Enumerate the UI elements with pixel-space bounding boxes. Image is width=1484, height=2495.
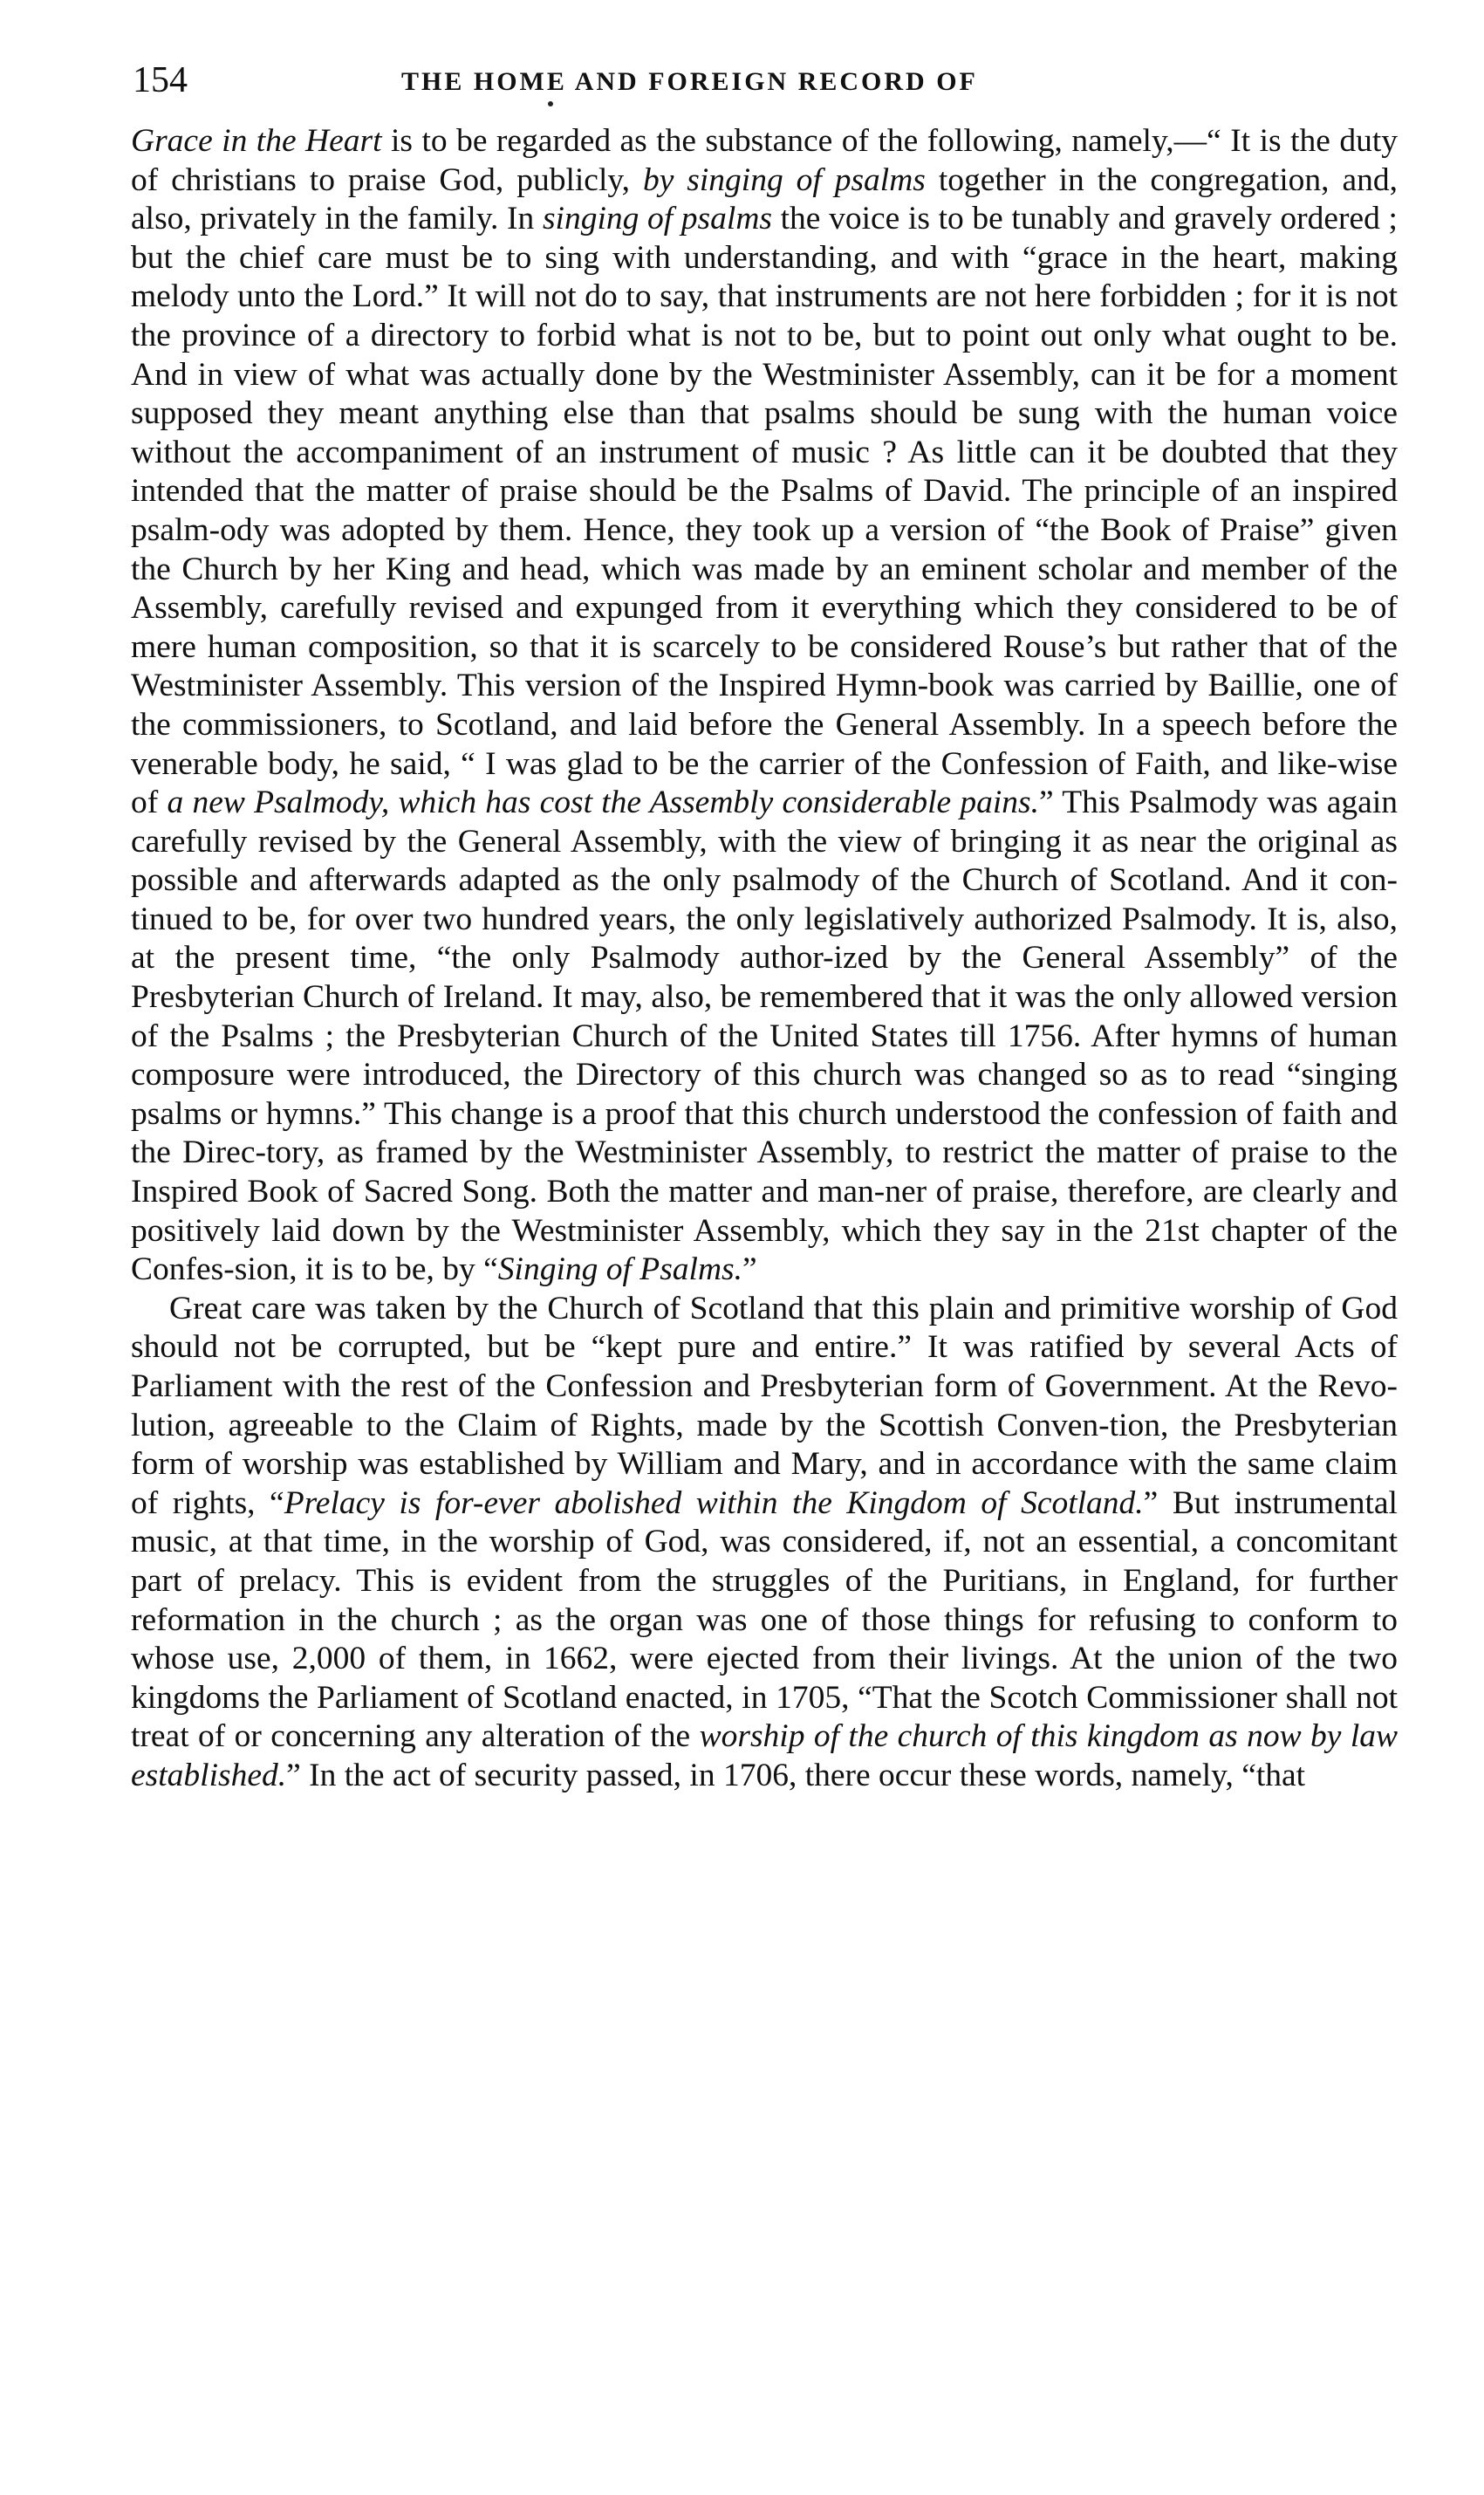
text-span: the voice is to be tunably and gravely ordered ; but the chief care must be to sing with understanding, and with “grace in the heart, making melody unto the Lord.” It will not do to say, that instruments are not here forbidden ; for it is not the province of a directory to forbid what is not to be, but to point out only what ought to be. And in view of what was actually done by the Westminister Assembly, can it be for a moment supposed they meant anything else than that psalms should be sung with the human voice without the accompaniment of an instrument of music ? As little can it be doubted that they intended that the matter of praise should be the Psalms of David. The principle of an inspired psalm-ody was adopted by them. Hence, they took up a version of “the Book of Praise” given the Church by her King and head, which was made by an eminent scholar and member of the Assembly, carefully revised and expunged from it everything which they considered to be of mere human composition, so that it is scarcely to be considered Rouse’s but rather that of the Westminister Assembly. This version of the Inspired Hymn-book was carried by Baillie, one of the commissioners, to Scotland, and laid before the General Assembly. In a speech before the venerable body, he said, “ I was glad to be the carrier of the Confession of Faith, and like-wise of — [131, 201, 1398, 821]
text-span: ” In the act of security passed, in 1706, there occur these words, namely, “that — [286, 1757, 1306, 1793]
text-span: singing of psalms — [542, 201, 772, 237]
text-span: Grace in the Heart — [131, 123, 382, 159]
running-title: THE HOME AND FOREIGN RECORD OF — [401, 67, 978, 96]
running-head — [133, 54, 1398, 106]
text-span: by singing of psalms — [642, 161, 926, 198]
text-span: is to be regarded as the substance of the following, namely,—“ It is the duty of christians to praise God, publicly, — [131, 123, 1399, 198]
paragraph — [131, 1290, 1398, 1796]
text-span: worship of the church of this kingdom as now by law established. — [131, 1718, 1398, 1793]
text-span: ” But instrumental music, at that time, in the worship of God, was considered, if, not an essential, a concomitant part of prelacy. This is evident from the struggles of the Puritians, in England, for further reformation in the church ; as the organ was one of those things for refusing to conform to whose use, 2,000 of them, in 1662, were ejected from their livings. At the union of the two kingdoms the Parliament of Scotland enacted, in 1705, “That the Scotch Commissioner shall not treat of or concerning any alteration of the — [131, 1484, 1398, 1755]
text-span: Prelacy is for-ever abolished within the Kingdom of Scotland. — [284, 1484, 1144, 1521]
paragraph — [131, 122, 1398, 1290]
text-span: together in the congregation, and, also, privately in the family. In — [131, 161, 1398, 237]
text-span: Singing of Psalms. — [497, 1251, 743, 1288]
text-span: ” — [742, 1251, 757, 1288]
text-span: ” This Psalmody was again carefully revised by the General Assembly, with the view of bringing it as near the original as possible and afterwards adapted as the only psalmody of the Church of Scotland. And it con-tinued to be, for over two hundred years, the only legislatively authorized Psalmody. It is, also, at the present time, “the only Psalmody author-ized by the General Assembly” of the Presbyterian Church of Ireland. It may, also, be remembered that it was the only allowed version of the Psalms ; the Presbyterian Church of the United States till 1756. After hymns of human composure were introduced, the Directory of this church was changed so as to read “singing psalms or hymns.” This change is a proof that this church understood the confession of faith and the Direc-tory, as framed by the Westminister Assembly, to restrict the matter of praise to the Inspired Book of Sacred Song. Both the matter and man-ner of praise, therefore, are clearly and positively laid down by the Westminister Assembly, which they say in the 21st chapter of the Confes-sion, it is to be, by “ — [131, 785, 1398, 1288]
page-number: 154 — [133, 60, 188, 100]
body-text — [131, 122, 1398, 1796]
ornament-dot — [548, 101, 553, 106]
text-span: a new Psalmody, which has cost the Assembly considerable pains. — [167, 785, 1040, 821]
text-span: Great care was taken by the Church of Scotland that this plain and primitive worship of God should not be corrupted, but be “kept pure and entire.” It was ratified by several Acts of Parliament with the rest of the Confession and Presbyterian form of Government. At the Revo-lution, agreeable to the Claim of Rights, made by the Scottish Conven-tion, the Presbyterian form of worship was established by William and Mary, and in accordance with the same claim of rights, “ — [131, 1290, 1398, 1521]
